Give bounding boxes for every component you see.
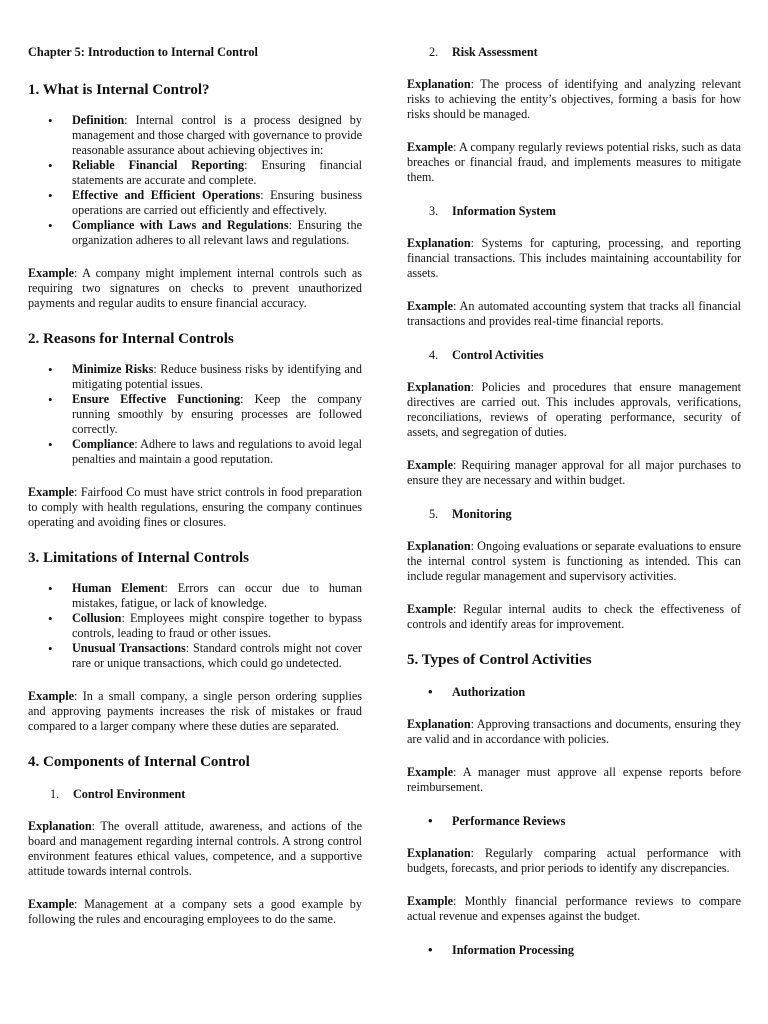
type-1-example: Example: A manager must approve all expense reports before reimbursement.	[407, 765, 741, 794]
list-item: • Compliance with Laws and Regulations: Ensuring the organization adheres to all relevant laws and regulations.	[28, 218, 362, 248]
left-column	[28, 44, 362, 927]
component-2-example: Example: A company regularly reviews potential risks, such as data breaches or financial fraud, and implements measures to mitigate them.	[407, 140, 741, 184]
type-2-title: • Performance Reviews	[407, 813, 741, 829]
section-3-list	[28, 581, 362, 671]
section-1-list	[28, 113, 362, 248]
section-1-heading: 1. What is Internal Control?	[28, 82, 210, 98]
type-1-explanation: Explanation: Approving transactions and documents, ensuring they are valid and in accordance with policies.	[407, 717, 741, 746]
list-item: • Unusual Transactions: Standard controls might not cover rare or unique transactions, which could go undetected.	[28, 641, 362, 671]
list-item: • Compliance: Adhere to laws and regulations to avoid legal penalties and maintain a good reputation.	[28, 437, 362, 467]
list-item: • Human Element: Errors can occur due to human mistakes, fatigue, or lack of knowledge.	[28, 581, 362, 611]
list-item: • Minimize Risks: Reduce business risks by identifying and mitigating potential issues.	[28, 362, 362, 392]
component-5-title: 5. Monitoring	[429, 507, 512, 521]
section-1-example: Example: A company might implement internal controls such as requiring two signatures on checks to prevent unauthorized payments and regular audits to ensure financial accuracy.	[28, 266, 362, 310]
section-2-heading: 2. Reasons for Internal Controls	[28, 331, 234, 347]
type-2-example: Example: Monthly financial performance reviews to compare actual revenue and expenses against the budget.	[407, 894, 741, 923]
list-item: • Reliable Financial Reporting: Ensuring financial statements are accurate and complete.	[28, 158, 362, 188]
section-2-example: Example: Fairfood Co must have strict controls in food preparation to comply with health regulations, ensuring the company continues operating and avoiding fines or closures.	[28, 485, 362, 529]
section-3-example: Example: In a small company, a single person ordering supplies and approving payments increases the risk of mistakes or fraud compared to a larger company where these duties are separated.	[28, 689, 362, 733]
list-item: • Definition: Internal control is a process designed by management and those charged with governance to provide reasonable assurance about achieving objectives in:	[28, 113, 362, 158]
component-3-title: 3. Information System	[429, 204, 556, 218]
section-4-heading: 4. Components of Internal Control	[28, 754, 250, 770]
component-5-explanation: Explanation: Ongoing evaluations or separate evaluations to ensure the internal control system is functioning as intended. This can include regular management and supervisory activities.	[407, 539, 741, 583]
right-column	[407, 44, 741, 958]
component-3-example: Example: An automated accounting system that tracks all financial transactions and provides real-time financial reports.	[407, 299, 741, 328]
type-3-title: • Information Processing	[407, 942, 741, 958]
component-1-explanation: Explanation: The overall attitude, awareness, and actions of the board and management regarding internal controls. A strong control environment features ethical values, competence, and a supportive attitude towards internal controls.	[28, 819, 362, 878]
component-2-explanation: Explanation: The process of identifying and analyzing relevant risks to achieving the entity’s objectives, forming a basis for how risks should be managed.	[407, 77, 741, 121]
section-5-heading: 5. Types of Control Activities	[407, 652, 592, 668]
component-2-title: 2. Risk Assessment	[429, 45, 538, 59]
list-item: • Collusion: Employees might conspire together to bypass controls, leading to fraud or other issues.	[28, 611, 362, 641]
type-1-title: • Authorization	[407, 684, 741, 700]
section-3-heading: 3. Limitations of Internal Controls	[28, 550, 249, 566]
component-3-explanation: Explanation: Systems for capturing, processing, and reporting financial transactions. This includes maintaining accountability for assets.	[407, 236, 741, 280]
list-item: • Ensure Effective Functioning: Keep the company running smoothly by ensuring processes are followed correctly.	[28, 392, 362, 437]
component-4-title: 4. Control Activities	[429, 348, 544, 362]
component-4-explanation: Explanation: Policies and procedures that ensure management directives are carried out. This includes approvals, verifications, reconciliations, reviews of operating performance, security of assets, and segregation of duties.	[407, 380, 741, 439]
section-2-list	[28, 362, 362, 467]
type-2-explanation: Explanation: Regularly comparing actual performance with budgets, forecasts, and prior periods to identify any discrepancies.	[407, 846, 741, 875]
component-5-example: Example: Regular internal audits to check the effectiveness of controls and identify areas for improvement.	[407, 602, 741, 631]
component-1-example: Example: Management at a company sets a good example by following the rules and encouraging employees to do the same.	[28, 897, 362, 926]
component-1-title: 1. Control Environment	[50, 787, 186, 801]
component-4-example: Example: Requiring manager approval for all major purchases to ensure they are necessary and within budget.	[407, 458, 741, 487]
list-item: • Effective and Efficient Operations: Ensuring business operations are carried out efficiently and effectively.	[28, 188, 362, 218]
chapter-title: Chapter 5: Introduction to Internal Control	[28, 45, 258, 59]
